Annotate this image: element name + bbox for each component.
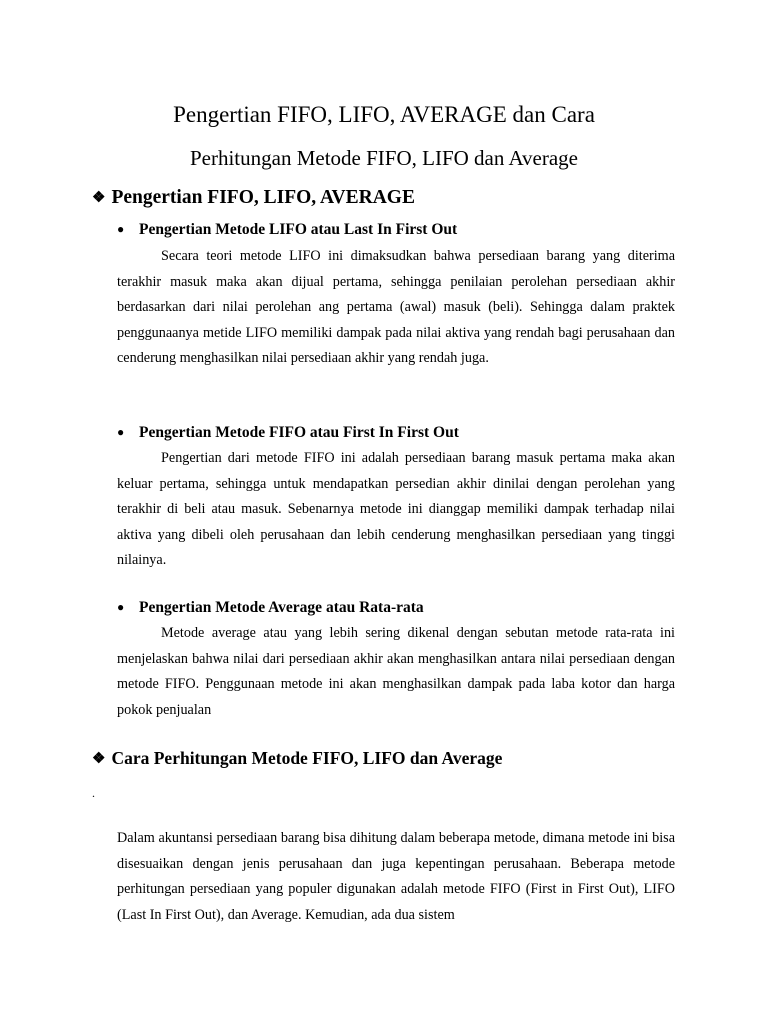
section-heading-text: Cara Perhitungan Metode FIFO, LIFO dan Average — [111, 748, 503, 768]
subsection-heading-lifo — [117, 220, 457, 240]
subsection-heading-text: Pengertian Metode Average atau Rata-rata — [139, 599, 424, 616]
diamond-bullet-icon: ❖ — [92, 190, 106, 206]
round-bullet-icon: ● — [117, 222, 125, 236]
round-bullet-icon: ● — [117, 425, 125, 439]
paragraph-fifo: Pengertian dari metode FIFO ini adalah persediaan barang masuk pertama maka akan keluar pertama, sehingga untuk mendapatkan persedian akhir dinilai dengan perolehan yang terakhir di beli atau masuk. Sebenarnya metode ini dianggap memiliki dampak terhadap nilai aktiva yang dibeli oleh perusahaan dan lebih cenderung menghasilkan persediaan yang tinggi nilainya. — [117, 450, 675, 568]
diamond-bullet-icon: ❖ — [92, 751, 106, 767]
document-title-line1: Pengertian FIFO, LIFO, AVERAGE dan Cara — [173, 102, 595, 127]
section-heading-text: Pengertian FIFO, LIFO, AVERAGE — [111, 187, 415, 208]
subsection-heading-text: Pengertian Metode LIFO atau Last In First Out — [139, 221, 458, 238]
section-heading-pengertian — [92, 186, 415, 211]
round-bullet-icon: ● — [117, 600, 125, 614]
subsection-heading-fifo — [117, 423, 459, 443]
document-title-line2: Perhitungan Metode FIFO, LIFO dan Average — [189, 146, 579, 170]
paragraph-lifo: Secara teori metode LIFO ini dimaksudkan bahwa persediaan barang yang diterima terakhir masuk maka akan dijual pertama, sehingga penilaian perolehan persediaan akhir berdasarkan dari nilai perolehan ang pertama (awal) masuk (beli). Sehingga dalam praktek penggunaanya metide LIFO memiliki dampak pada nilai aktiva yang rendah bagi perusahaan dan cenderung menghasilkan nilai persediaan akhir yang rendah juga. — [117, 248, 675, 366]
subsection-heading-average — [117, 598, 424, 618]
paragraph-akuntansi: Dalam akuntansi persediaan barang bisa dihitung dalam beberapa metode, dimana metode ini bisa disesuaikan dengan jenis perusahaan dan juga kepentingan perusahaan. Beberapa metode perhitungan persediaan yang populer digunakan adalah metode FIFO (First in First Out), LIFO (Last In First Out), dan Average. Kemudian, ada dua sistem — [117, 830, 675, 923]
subsection-heading-text: Pengertian Metode FIFO atau First In First Out — [139, 424, 459, 441]
stray-mark: . — [92, 786, 95, 800]
paragraph-average: Metode average atau yang lebih sering dikenal dengan sebutan metode rata-rata ini menjelaskan bahwa nilai dari persediaan akhir akan menghasilkan antara nilai persediaan dengan metode FIFO. Penggunaan metode ini akan menghasilkan dampak pada laba kotor dan harga pokok penjualan — [117, 625, 675, 718]
section-heading-cara-perhitungan — [92, 746, 502, 772]
